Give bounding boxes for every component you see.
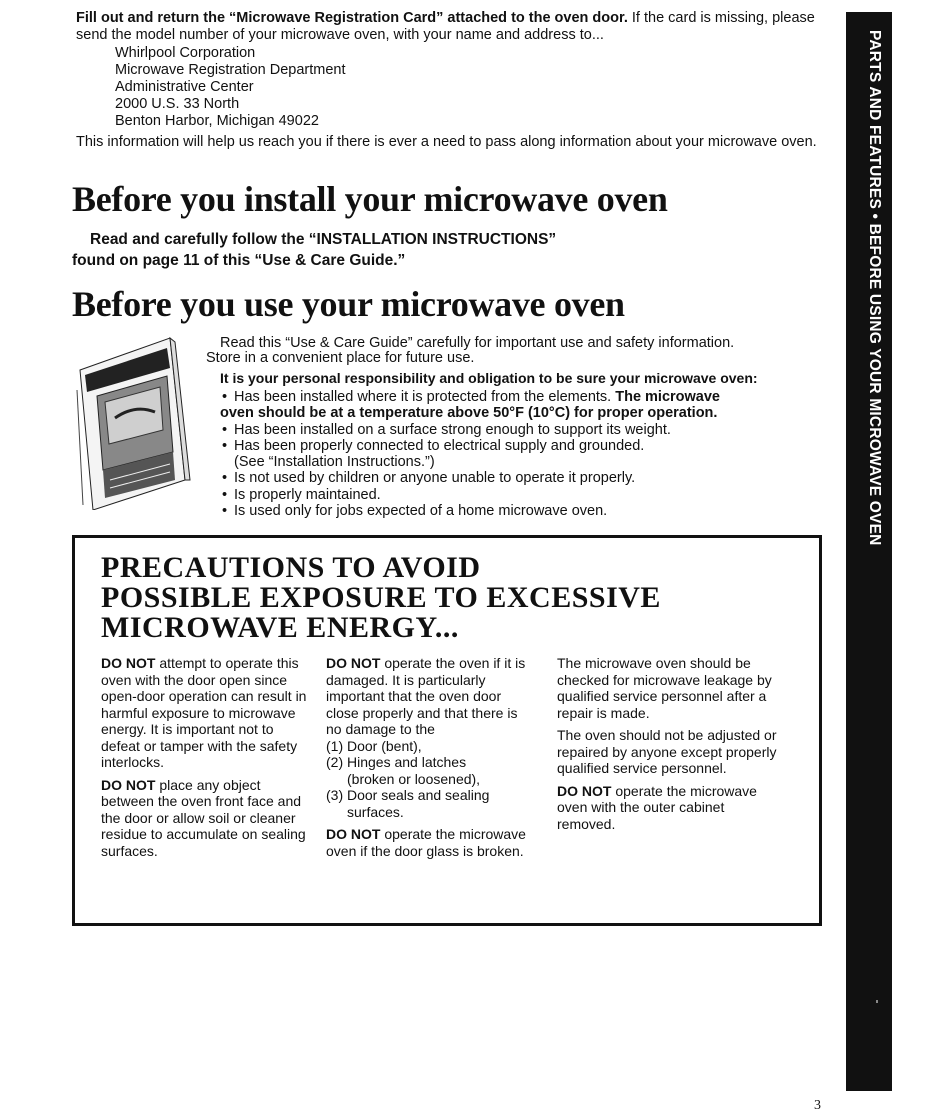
install-note [72,229,556,271]
list-item: • Has been installed on a surface strong enough to support its weight. [220,422,820,438]
precaution-text: place any object between the oven front face and the door or allow soil or cleaner residue to accumulate on sealing surfaces. [101,776,306,859]
bullet-text: Has been installed where it is protected from the elements. [234,389,612,405]
registration-instructions: If the card is missing, please send the model number of your microwave oven, with your name and address to... [76,10,815,43]
list-item: • Has been properly connected to electrical supply and grounded. [220,438,820,454]
damage-item-continuation: surfaces. [347,803,404,820]
use-intro [206,336,826,366]
precaution-text: operate the oven if it is damaged. It is particularly important that the oven door close properly and that there is no damage to the [326,655,526,737]
mailing-address [115,45,345,130]
precaution-paragraph [101,655,311,771]
do-not-label: DO NOT [101,776,156,793]
precautions-column-3 [557,655,777,838]
bullet-continuation: (See “Installation Instructions.”) [234,454,435,471]
address-line: Benton Harbor, Michigan 49022 [115,113,319,129]
bullet-continuation: oven should be at a temperature above 50°F (10°C) for proper operation. [220,405,718,422]
precaution-paragraph: The microwave oven should be checked for microwave leakage by qualified service personnel after a repair is made. [557,655,772,721]
precautions-column-2 [326,655,536,865]
do-not-label: DO NOT [101,655,156,671]
install-note-line2: found on page 11 of this “Use & Care Guide.” [72,252,406,269]
do-not-label: DO NOT [326,655,381,671]
address-line: Whirlpool Corporation [115,45,256,61]
precautions-title-line: MICROWAVE ENERGY... [101,611,459,644]
use-intro-line2: Store in a convenient place for future use. [206,350,475,366]
precaution-paragraph [557,783,777,833]
precaution-text: attempt to operate this oven with the door open since open-door operation can result in harmful exposure to microwave energy. It is important not to defeat or tamper with the safety interlocks. [101,655,307,770]
damage-item: (2) Hinges and latches [326,754,467,770]
precaution-text: operate the microwave oven with the outer cabinet removed. [557,782,757,832]
responsibility-statement: It is your personal responsibility and obligation to be sure your microwave oven: [220,370,758,386]
use-care-guide-illustration [75,330,205,510]
side-tab-label: PARTS AND FEATURES • BEFORE USING YOUR MICROWAVE OVEN [866,30,883,546]
precaution-text: operate the microwave oven if the door glass is broken. [326,826,526,859]
list-item: • Is properly maintained. [220,487,820,503]
use-intro-line1: Read this “Use & Care Guide” carefully for important use and safety information. [220,335,735,351]
list-item: • Is used only for jobs expected of a home microwave oven. [220,503,820,519]
bullet-bold-text: The microwave [611,389,720,405]
install-note-line1: Read and carefully follow the “INSTALLATION INSTRUCTIONS” [90,231,557,248]
precaution-paragraph: The oven should not be adjusted or repaired by anyone except properly qualified service personnel. [557,727,777,776]
registration-note: This information will help us reach you if there is ever a need to pass along information about your microwave oven. [76,134,817,150]
list-item [220,389,820,405]
do-not-label: DO NOT [326,826,381,842]
precautions-title-line: POSSIBLE EXPOSURE TO EXCESSIVE [101,581,661,614]
precaution-paragraph [326,655,536,738]
damage-item: (3) Door seals and sealing [326,787,490,803]
do-not-label: DO NOT [557,782,612,799]
address-line: 2000 U.S. 33 North [115,96,240,112]
precaution-paragraph [326,826,536,859]
tab-mark [876,1000,878,1003]
precautions-title [101,553,661,643]
damage-item: (1) Door (bent), [326,737,422,754]
precautions-column-1 [101,655,311,865]
damage-item-continuation: (broken or loosened), [347,770,481,787]
precautions-title-line: PRECAUTIONS TO AVOID [101,551,481,584]
responsibility-list [220,389,820,519]
install-heading: Before you install your microwave oven [72,179,668,219]
address-line: Administrative Center [115,79,254,95]
registration-intro [76,10,826,44]
use-heading: Before you use your microwave oven [72,284,625,324]
list-item: • Is not used by children or anyone unable to operate it properly. [220,470,820,486]
address-line: Microwave Registration Department [115,62,346,78]
precaution-paragraph [101,777,311,860]
registration-lead: Fill out and return the “Microwave Registration Card” attached to the oven door. [76,10,628,26]
page-number: 3 [814,1098,821,1113]
